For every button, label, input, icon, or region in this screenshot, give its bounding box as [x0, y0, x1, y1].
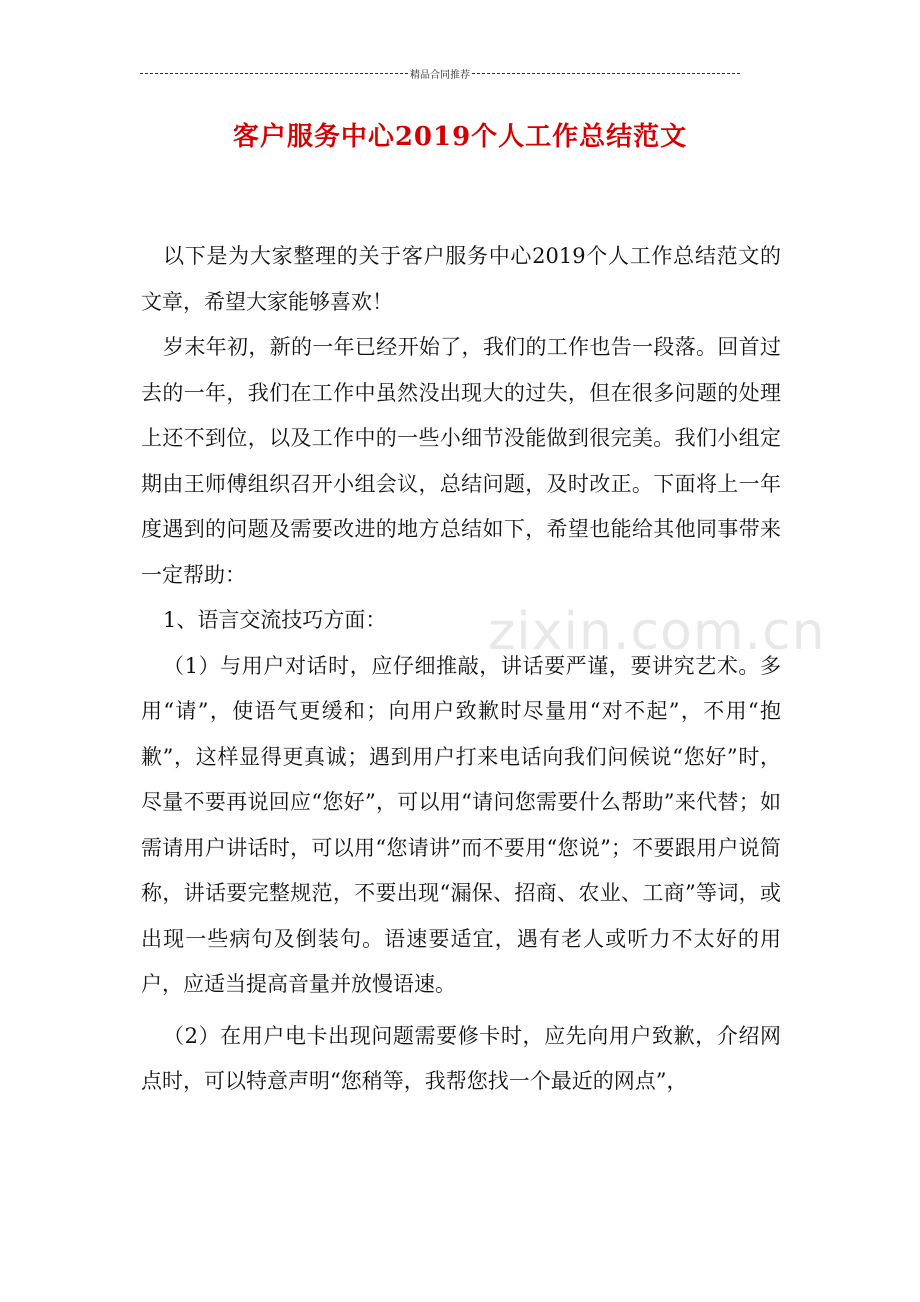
section-heading: 1、语言交流技巧方面：: [163, 608, 387, 632]
watermark: zixin.com.cn: [488, 602, 826, 662]
paragraph-intro: 以下是为大家整理的关于客户服务中心2019个人工作总结范文的文章，希望大家能够喜欢！: [141, 244, 781, 314]
header-dash-right: [472, 73, 740, 74]
document-title: 客户服务中心2019个人工作总结范文: [232, 122, 688, 152]
header-line: [140, 66, 740, 81]
header-label: 精品合同推荐: [410, 70, 470, 81]
paragraph-summary: 岁末年初，新的一年已经开始了，我们的工作也告一段落。回首过去的一年，我们在工作中虽然没出现大的过失，但在很多问题的处理上还不到位，以及工作中的一些小细节没能做到很完美。我们小组定期由王师傅组织召开小组会议，总结问题，及时改正。下面将上一年度遇到的问题及需要改进的地方总结如下，希望也能给其他同事带来一定帮助：: [141, 335, 781, 587]
header-dash-left: [140, 73, 408, 74]
document-body: [141, 234, 781, 1105]
paragraph-item-1: （1）与用户对话时，应仔细推敲，讲话要严谨，要讲究艺术。多用“请”，使语气更缓和；向用户致歉时尽量用“对不起”，不用“抱歉”，这样显得更真诚；遇到用户打来电话向我们问候说“您好”时，尽量不要再说回应“您好”，可以用“请问您需要什么帮助”来代替；如需请用户讲话时，可以用“您请讲”而不要用“您说”；不要跟用户说简称，讲话要完整规范，不要出现“漏保、招商、农业、工商”等词，或出现一些病句及倒装句。语速要适宜，遇有老人或听力不太好的用户，应适当提高音量并放慢语速。: [141, 653, 781, 996]
paragraph-item-2: （2）在用户电卡出现问题需要修卡时，应先向用户致歉，介绍网点时，可以特意声明“您稍等，我帮您找一个最近的网点”，: [141, 1023, 781, 1093]
